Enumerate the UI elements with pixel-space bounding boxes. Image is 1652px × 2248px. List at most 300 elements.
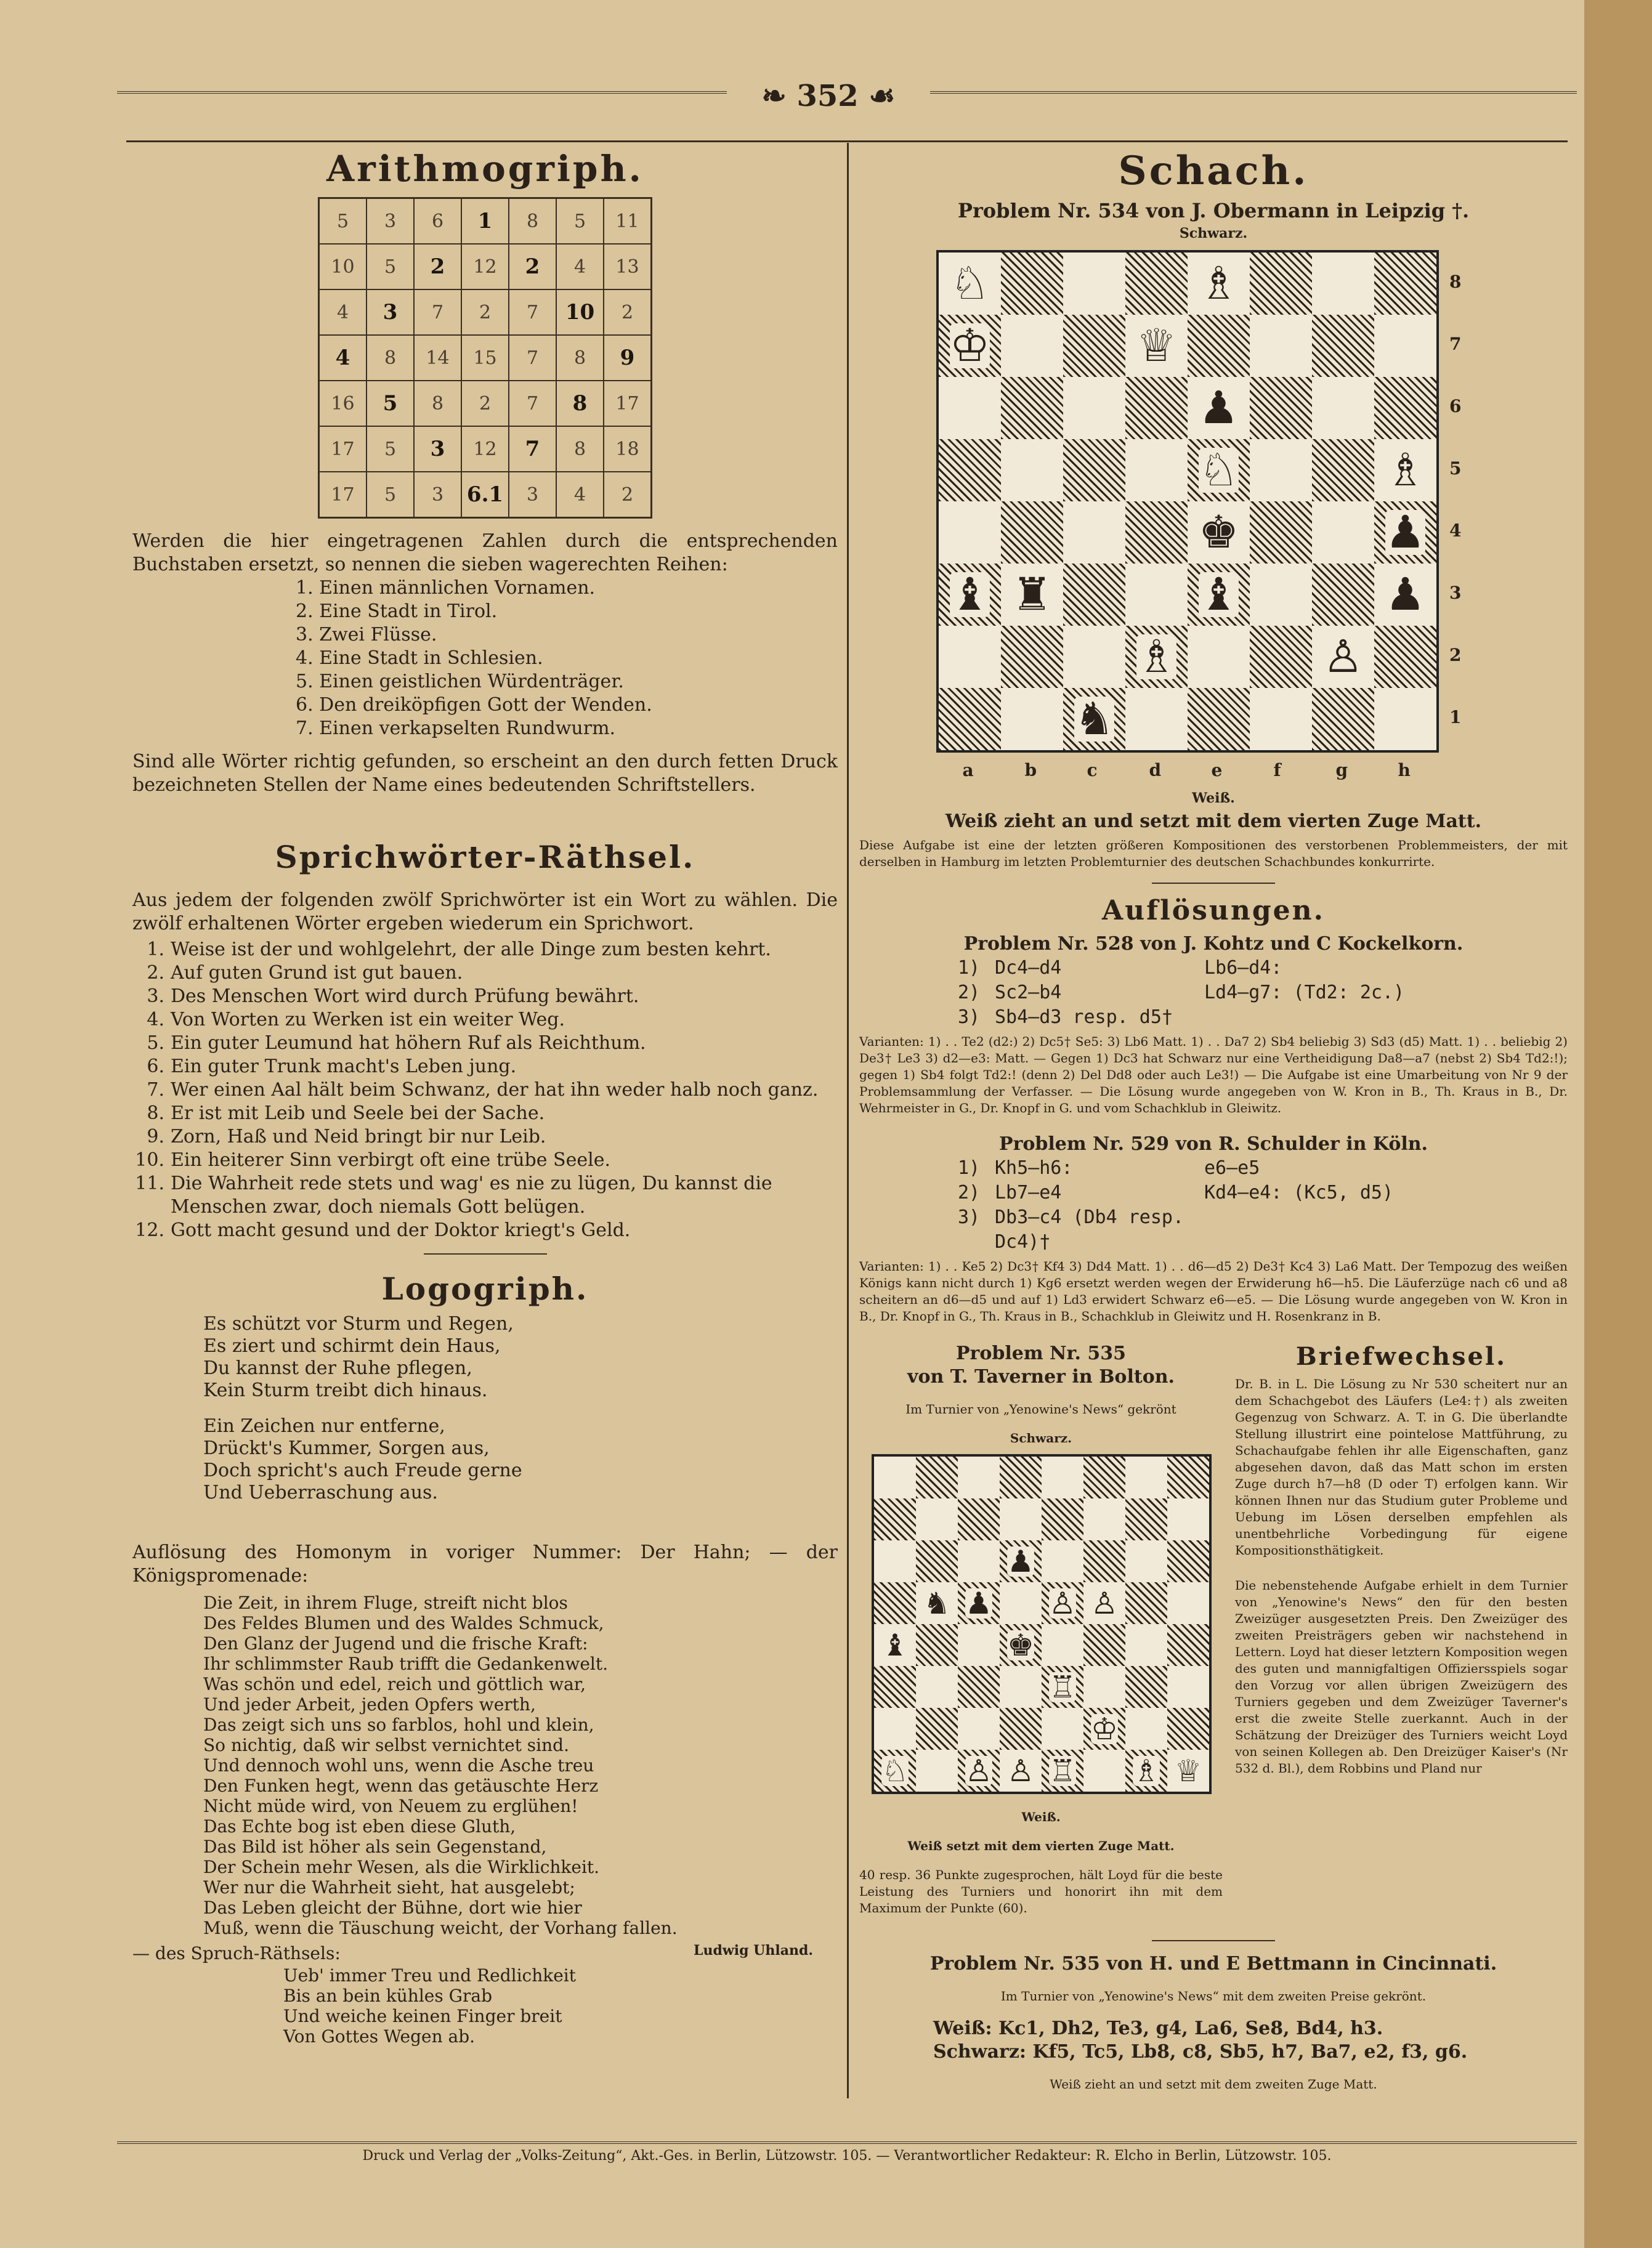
piece-glyph: ♗: [1198, 257, 1239, 310]
grid-cell: 2: [461, 289, 509, 335]
board-square: [1063, 377, 1125, 439]
move-cell: [1204, 1205, 1475, 1255]
chess-piece-icon: [1083, 1708, 1125, 1750]
arithmogriph-intro: Werden die hier eingetragenen Zahlen durch die entsprechenden Buchstaben ersetzt, so nennen die sieben wagerechten Reihen:: [132, 530, 838, 575]
grid-cell: 7: [509, 381, 556, 426]
grid-cell: 18: [604, 426, 652, 472]
grid-cell: 5: [366, 381, 414, 426]
solution-528-heading: Problem Nr. 528 von J. Kohtz und C Kockelkorn.: [963, 933, 1464, 955]
problem-535-heading-1: Problem Nr. 535: [955, 1343, 1126, 1364]
grid-cell: 2: [604, 472, 652, 518]
poem-author: Ludwig Uhland.: [693, 1943, 813, 1959]
board-square: [916, 1750, 958, 1792]
board-square: [1000, 1582, 1042, 1624]
board-square: [916, 1540, 958, 1582]
briefwechsel-text-1: Dr. B. in L. Die Lösung zu Nr 530 scheitert nur an dem Schachgebot des Läufers (Le4:†) als zweiten Gegenzug von Schwarz. A. T. in G. Die überlandte Stellung illustrirt eine pointelose Mattführung, zu Schachaufgabe fehlen ihr alle Eigenschaften, ganz abgesehen davon, daß das Matt schon im ersten Zuge durch h7—h8 (D oder T) erfolgen kann. Wir können Ihnen nur das Studium guter Probleme und Uebung im Lösen derselben empfehlen als unentbehrliche Vorbedingung für eigene Kompositionsthätigkeit.: [1235, 1377, 1568, 1558]
board-square: [939, 439, 1001, 501]
piece-glyph: ♞: [923, 1585, 950, 1621]
homonym-solution-poem: [203, 1593, 838, 1938]
grid-cell: 8: [556, 335, 604, 381]
board-square: [1000, 1498, 1042, 1540]
piece-glyph: ♘: [949, 257, 990, 310]
board-square: [1125, 1666, 1167, 1708]
grid-cell: 7: [509, 335, 556, 381]
poem-line: Kein Sturm treibt dich hinaus.: [203, 1380, 488, 1401]
poem-line: Muß, wenn die Täuschung weicht, der Vorhang fallen.: [203, 1918, 678, 1938]
piece-glyph: ♟: [965, 1585, 992, 1621]
grid-cell: 8: [556, 426, 604, 472]
chess-piece-icon: [1188, 253, 1250, 315]
piece-glyph: ♗: [1136, 631, 1177, 683]
board-square: [1167, 1582, 1209, 1624]
list-item: [132, 1032, 838, 1055]
grid-cell: 2: [604, 289, 652, 335]
grid-cell: 14: [414, 335, 461, 381]
chess-piece-icon: [1063, 688, 1125, 750]
chess-piece-icon: [1042, 1750, 1083, 1792]
item-text: Die Wahrheit rede stets und wag' es nie zu lügen, Du kannst die Menschen zwar, doch niemals Gott belügen.: [171, 1173, 772, 1218]
poem-line: Es ziert und schirmt dein Haus,: [203, 1335, 501, 1357]
column-separator: [847, 143, 849, 2098]
chess-piece-icon: [1042, 1582, 1083, 1624]
grid-cell: 5: [556, 198, 604, 245]
section-divider: [1152, 883, 1275, 884]
grid-cell: 17: [319, 426, 367, 472]
board-square: [1001, 626, 1063, 688]
poem-line: Den Glanz der Jugend und die frische Kraft:: [203, 1633, 588, 1654]
piece-glyph: ♙: [1091, 1585, 1118, 1621]
rank-label: 6: [1449, 395, 1462, 416]
poem-line: Das zeigt sich uns so farblos, hohl und klein,: [203, 1715, 594, 1735]
problem-535-white-label: Weiß.: [1021, 1809, 1061, 1824]
grid-cell: 5: [319, 198, 367, 245]
piece-glyph: ♟: [1007, 1543, 1034, 1579]
move-cell: [1204, 1005, 1475, 1030]
piece-glyph: ♟: [1385, 568, 1426, 621]
grid-cell: 3: [509, 472, 556, 518]
chess-piece-icon: [1188, 377, 1250, 439]
problem-535b-task: Weiß zieht an und setzt mit dem zweiten Zuge Matt.: [1050, 2077, 1377, 2092]
grid-row: [319, 289, 652, 335]
board-square: [1312, 253, 1374, 315]
poem-line: Doch spricht's auch Freude gerne: [203, 1460, 522, 1481]
sprichwort-intro: Aus jedem der folgenden zwölf Sprichwörter ist ein Wort zu wählen. Die zwölf erhaltenen Wörter ergeben wiederum ein Sprichwort.: [132, 889, 838, 934]
board-square: [1001, 688, 1063, 750]
file-label: g: [1335, 760, 1348, 780]
grid-cell: 16: [319, 381, 367, 426]
problem-534-white-label: Weiß.: [1192, 790, 1235, 806]
board-square: [1000, 1666, 1042, 1708]
solution-529-moves: [958, 1156, 1568, 1255]
problem-535-award: Im Turnier von „Yenowine's News“ gekrönt: [905, 1402, 1176, 1417]
chess-piece-icon: [1374, 501, 1436, 564]
arithmogriph-title: Arithmogriph.: [326, 148, 644, 190]
poem-line: Den Funken hegt, wenn das getäuschte Herz: [203, 1776, 599, 1796]
item-text: Ein heiterer Sinn verbirgt oft eine trübe Seele.: [171, 1149, 610, 1171]
logogriph-title: Logogriph.: [381, 1271, 589, 1307]
problem-535-task: Weiß setzt mit dem vierten Zuge Matt.: [907, 1838, 1175, 1853]
right-column: [859, 148, 1568, 2105]
chess-piece-icon: [1000, 1540, 1042, 1582]
grid-cell: 4: [556, 472, 604, 518]
poem-line: Bis an bein kühles Grab: [283, 1986, 493, 2006]
rank-label: 7: [1449, 333, 1462, 354]
piece-glyph: ♙: [1007, 1753, 1034, 1789]
homonym-solution-intro: Auflösung des Homonym in voriger Nummer: Der Hahn; — der Königspromenade:: [132, 1542, 838, 1587]
board-square: [1001, 315, 1063, 377]
list-item: [132, 938, 838, 961]
piece-glyph: ♝: [881, 1627, 909, 1663]
grid-cell: 3: [366, 198, 414, 245]
rank-label: 2: [1449, 644, 1462, 665]
board-square: [1250, 377, 1312, 439]
grid-cell: 12: [461, 244, 509, 289]
item-number: 6.: [147, 1056, 164, 1077]
move-cell: 3): [958, 1207, 981, 1228]
board-square: [958, 1457, 1000, 1498]
poem-line: Das Leben gleicht der Bühne, dort wie hier: [203, 1898, 582, 1918]
grid-cell: 5: [366, 472, 414, 518]
board-square: [958, 1666, 1000, 1708]
arithmogriph-list: [296, 576, 838, 740]
board-square: [1374, 253, 1436, 315]
item-text: Ein guter Leumund hat höhern Ruf als Reichthum.: [171, 1032, 646, 1054]
move-cell: Db3—c4 (Db4 resp. Dc4)†: [995, 1207, 1184, 1253]
rank-label: 3: [1449, 582, 1462, 603]
poem-line: Und jeder Arbeit, jeden Opfers werth,: [203, 1694, 536, 1715]
chess-board: [872, 1454, 1212, 1794]
chess-piece-icon: [939, 253, 1001, 315]
chess-piece-icon: [1125, 626, 1188, 688]
file-label: e: [1211, 760, 1223, 780]
grid-cell: 9: [604, 335, 652, 381]
poem-line: Ueb' immer Treu und Redlichkeit: [283, 1965, 577, 1986]
logogriph-stanza-2: [203, 1415, 838, 1504]
board-square: [1083, 1750, 1125, 1792]
item-number: 11.: [135, 1173, 164, 1194]
poem-line: Das Bild ist höher als sein Gegenstand,: [203, 1837, 547, 1857]
sprichwort-list: [132, 938, 838, 1242]
grid-cell: 6: [414, 198, 461, 245]
board-square: [1042, 1624, 1083, 1666]
list-item: [132, 1008, 838, 1032]
chess-piece-icon: [1083, 1582, 1125, 1624]
section-divider: [1152, 1940, 1275, 1941]
board-square: [1125, 377, 1188, 439]
chess-piece-icon: [916, 1582, 958, 1624]
item-number: 5.: [147, 1032, 164, 1054]
board-square: [1250, 688, 1312, 750]
move-cell: Sc2—b4: [995, 982, 1062, 1003]
grid-cell: 17: [319, 472, 367, 518]
ornament-right-icon: ☙: [858, 79, 896, 113]
arithmogriph-grid: [318, 197, 652, 519]
item-text: Des Menschen Wort wird durch Prüfung bewährt.: [171, 985, 639, 1007]
grid-cell: 12: [461, 426, 509, 472]
chess-piece-icon: [1000, 1624, 1042, 1666]
poem-line: Und weiche keinen Finger breit: [283, 2006, 562, 2026]
board-square: [1125, 253, 1188, 315]
board-square: [916, 1498, 958, 1540]
chess-piece-icon: [1001, 564, 1063, 626]
poem-line: Die Zeit, in ihrem Fluge, streift nicht blos: [203, 1593, 568, 1613]
move-cell: Dc4—d4: [995, 957, 1062, 979]
piece-glyph: ♙: [1322, 631, 1364, 683]
board-square: [916, 1457, 958, 1498]
list-item: [132, 1149, 838, 1172]
poem-line: Und dennoch wohl uns, wenn die Asche treu: [203, 1755, 594, 1776]
piece-glyph: ♟: [1198, 382, 1239, 434]
board-square: [1312, 501, 1374, 564]
grid-cell: 6.1: [461, 472, 509, 518]
grid-cell: 8: [414, 381, 461, 426]
board-square: [1063, 564, 1125, 626]
item-number: 10.: [135, 1149, 164, 1171]
problem-535b-heading: Problem Nr. 535 von H. und E Bettmann in Cincinnati.: [929, 1953, 1497, 1975]
grid-cell: 3: [414, 426, 461, 472]
file-label: h: [1398, 760, 1411, 780]
footer-imprint: Druck und Verlag der „Volks-Zeitung“, Akt.-Ges. in Berlin, Lützowstr. 105. — Verantwortlicher Redakteur: R. Elcho in Berlin, Lützowstr. 105.: [362, 2148, 1332, 2164]
item-number: 12.: [135, 1219, 164, 1241]
item-text: Von Worten zu Werken ist ein weiter Weg.: [171, 1009, 565, 1030]
list-item: [132, 1102, 838, 1125]
board-square: [1167, 1540, 1209, 1582]
item-text: Auf guten Grund ist gut bauen.: [171, 962, 463, 984]
poem-line: Was schön und edel, reich und göttlich war,: [203, 1674, 586, 1694]
problem-535-board-area: [859, 1450, 1223, 1808]
board-square: [1063, 315, 1125, 377]
item-text: Ein guter Trunk macht's Leben jung.: [171, 1056, 517, 1077]
problem-534-note: Diese Aufgabe ist eine der letzten größeren Kompositionen des verstorbenen Problemmeisters, der mit derselben in Hamburg im letzten Problemturnier des deutschen Schachbundes konkurrirte.: [859, 838, 1568, 869]
board-square: [1125, 1498, 1167, 1540]
item-text: Er ist mit Leib und Seele bei der Sache.: [171, 1102, 545, 1124]
board-square: [939, 626, 1001, 688]
file-label: c: [1087, 760, 1098, 780]
board-square: [1250, 626, 1312, 688]
board-square: [916, 1624, 958, 1666]
board-square: [1063, 501, 1125, 564]
grid-cell: 8: [556, 381, 604, 426]
chess-piece-icon: [958, 1582, 1000, 1624]
grid-cell: 7: [509, 426, 556, 472]
board-square: [1250, 564, 1312, 626]
move-cell: Ld4—g7: (Td2: 2c.): [1204, 982, 1405, 1003]
item-number: 1.: [147, 939, 164, 960]
poem-line: Das Echte bog ist eben diese Gluth,: [203, 1816, 516, 1837]
ornament-left-icon: ❧: [761, 79, 797, 113]
grid-cell: 3: [366, 289, 414, 335]
item-number: 4.: [147, 1009, 164, 1030]
problem-534-heading: Problem Nr. 534 von J. Obermann in Leipzig †.: [957, 199, 1470, 222]
board-square: [874, 1666, 916, 1708]
board-square: [1167, 1498, 1209, 1540]
chess-piece-icon: [1188, 564, 1250, 626]
file-label: d: [1149, 760, 1162, 780]
list-item: 2. Eine Stadt in Tirol.: [296, 600, 498, 622]
board-square: [1042, 1498, 1083, 1540]
move-cell: Kd4—e4: (Kc5, d5): [1204, 1182, 1394, 1203]
move-cell: Lb6—d4:: [1204, 957, 1282, 979]
piece-glyph: ♗: [1133, 1753, 1160, 1789]
grid-cell: 10: [319, 244, 367, 289]
list-item: 1. Einen männlichen Vornamen.: [296, 577, 596, 599]
grid-row: [319, 335, 652, 381]
move-cell: Sb4—d3 resp. d5†: [995, 1006, 1173, 1028]
board-square: [1250, 501, 1312, 564]
grid-row: [319, 426, 652, 472]
list-item: [132, 1078, 838, 1102]
grid-cell: 2: [509, 244, 556, 289]
problem-534-black-label: Schwarz.: [1179, 225, 1248, 241]
poem-line: Und Ueberraschung aus.: [203, 1482, 438, 1503]
board-square: [1001, 377, 1063, 439]
item-text: Gott macht gesund und der Doktor kriegt's Geld.: [171, 1219, 631, 1241]
chess-piece-icon: [1374, 439, 1436, 501]
solution-528-variants: Varianten: 1) . . Te2 (d2:) 2) Dc5† Se5: 3) Lb6 Matt. 1) . . Da7 2) Sb4 beliebig 3) Sd3 (d5) Matt. 1) . . beliebig 2) De3† Le3 3) d2—e3: Matt. — Gegen 1) Dc3 hat Schwarz nur eine Vertheidigung Da8—a7 (nebst 2) Sb4 Td2:!); gegen 1) Sb4 folgt Td2:! (denn 2) Del Dd8 oder auch Le3!) — Die Aufgabe ist eine Umarbeitung von Nr 9 der Problemsammlung der Verfasser. — Die Lösung wurde angegeben von W. Kron in B., Th. Kraus in B., Dr. Wehrmeister in G., Dr. Knopf in G. und vom Schachklub in Gleiwitz.: [859, 1034, 1568, 1115]
piece-glyph: ♝: [1198, 568, 1239, 621]
list-item: [132, 1172, 838, 1219]
board-square: [1000, 1457, 1042, 1498]
board-square: [1083, 1457, 1125, 1498]
board-square: [1063, 626, 1125, 688]
item-text: Wer einen Aal hält beim Schwanz, der hat ihn weder halb noch ganz.: [171, 1079, 819, 1101]
list-item: 6. Den dreiköpfigen Gott der Wenden.: [296, 694, 652, 716]
poem-line: Der Schein mehr Wesen, als die Wirklichkeit.: [203, 1857, 600, 1877]
chess-piece-icon: [1374, 564, 1436, 626]
chess-piece-icon: [958, 1750, 1000, 1792]
poem-line: Nicht müde wird, von Neuem zu erglühen!: [203, 1796, 578, 1816]
arithmogriph-outro: Sind alle Wörter richtig gefunden, so erscheint an den durch fetten Druck bezeichneten Stellen der Name eines bedeutenden Schriftstellers.: [132, 751, 838, 796]
grid-cell: 4: [319, 335, 367, 381]
solution-528-moves: [958, 956, 1568, 1030]
piece-glyph: ♜: [1011, 568, 1053, 621]
board-square: [939, 688, 1001, 750]
board-square: [1042, 1708, 1083, 1750]
board-square: [1001, 439, 1063, 501]
grid-cell: 10: [556, 289, 604, 335]
grid-cell: 13: [604, 244, 652, 289]
list-item: 3. Zwei Flüsse.: [296, 624, 437, 645]
board-square: [1312, 315, 1374, 377]
grid-cell: 15: [461, 335, 509, 381]
item-number: 8.: [147, 1102, 164, 1124]
board-square: [958, 1708, 1000, 1750]
grid-cell: 2: [414, 244, 461, 289]
board-square: [874, 1582, 916, 1624]
grid-cell: 7: [509, 289, 556, 335]
chess-piece-icon: [874, 1624, 916, 1666]
aufloesungen-title: Auflösungen.: [1102, 895, 1325, 926]
piece-glyph: ♞: [1074, 693, 1115, 745]
board-square: [1063, 253, 1125, 315]
piece-glyph: ♚: [1198, 506, 1239, 559]
board-square: [1250, 315, 1312, 377]
board-square: [1250, 439, 1312, 501]
piece-glyph: ♕: [1136, 320, 1177, 372]
problem-535b-white: Weiß: Kc1, Dh2, Te3, g4, La6, Se8, Bd4, h3.: [933, 2018, 1383, 2039]
list-item: [132, 1219, 838, 1242]
grid-cell: 2: [461, 381, 509, 426]
problem-535-black-label: Schwarz.: [1010, 1431, 1072, 1445]
sprich-solution-label: — des Spruch-Räthsels:: [132, 1943, 341, 1963]
chess-piece-icon: [939, 315, 1001, 377]
grid-cell: 4: [319, 289, 367, 335]
move-cell: 1): [958, 957, 981, 979]
grid-row: [319, 472, 652, 518]
board-square: [939, 501, 1001, 564]
list-item: 4. Eine Stadt in Schlesien.: [296, 647, 543, 669]
chess-piece-icon: [1125, 315, 1188, 377]
board-square: [1167, 1708, 1209, 1750]
problem-535b-black: Schwarz: Kf5, Tc5, Lb8, c8, Sb5, h7, Ba7, e2, f3, g6.: [933, 2041, 1468, 2063]
board-square: [1250, 253, 1312, 315]
header-rule: [126, 140, 1568, 142]
board-square: [1125, 439, 1188, 501]
board-square: [1063, 439, 1125, 501]
grid-cell: 5: [366, 426, 414, 472]
list-item: 7. Einen verkapselten Rundwurm.: [296, 718, 616, 739]
move-cell: 2): [958, 1182, 981, 1203]
board-square: [1125, 688, 1188, 750]
rank-label: 1: [1449, 706, 1462, 727]
chess-piece-icon: [1188, 501, 1250, 564]
list-item: 5. Einen geistlichen Würdenträger.: [296, 671, 624, 692]
logogriph-stanza-1: [203, 1313, 838, 1402]
piece-glyph: ♖: [1049, 1753, 1076, 1789]
rank-label: 8: [1449, 271, 1462, 292]
sprichwort-title: Sprichwörter-Räthsel.: [275, 839, 695, 875]
piece-glyph: ♟: [1385, 506, 1426, 559]
grid-cell: 8: [509, 198, 556, 245]
chess-piece-icon: [1188, 439, 1250, 501]
briefwechsel-block: [1235, 1342, 1568, 1929]
move-cell: 2): [958, 982, 981, 1003]
grid-cell: 17: [604, 381, 652, 426]
grid-cell: 8: [366, 335, 414, 381]
item-number: 9.: [147, 1126, 164, 1147]
piece-glyph: ♖: [1049, 1669, 1076, 1705]
piece-glyph: ♘: [1198, 444, 1239, 496]
page-number: ❧ 352 ☙: [727, 79, 930, 113]
piece-glyph: ♗: [1385, 444, 1426, 496]
poem-line: So nichtig, daß wir selbst vernichtet sind.: [203, 1735, 569, 1755]
grid-row: [319, 381, 652, 426]
board-square: [1083, 1666, 1125, 1708]
board-square: [1374, 626, 1436, 688]
board-square: [1188, 626, 1250, 688]
poem-line: Es schützt vor Sturm und Regen,: [203, 1313, 514, 1335]
move-cell: Kh5—h6:: [995, 1157, 1073, 1179]
piece-glyph: ♔: [949, 320, 990, 372]
board-square: [1001, 501, 1063, 564]
chess-piece-icon: [939, 564, 1001, 626]
briefwechsel-title: Briefwechsel.: [1295, 1342, 1507, 1371]
poem-line: Des Feldes Blumen und des Waldes Schmuck,: [203, 1613, 604, 1633]
item-number: 2.: [147, 962, 164, 984]
problem-535-heading-2: von T. Taverner in Bolton.: [907, 1366, 1175, 1388]
grid-cell: 4: [556, 244, 604, 289]
board-square: [1312, 439, 1374, 501]
board-square: [1083, 1624, 1125, 1666]
grid-cell: 7: [414, 289, 461, 335]
rank-label: 5: [1449, 458, 1462, 479]
problem-535-block: [859, 1342, 1223, 1929]
board-square: [1188, 688, 1250, 750]
board-square: [1167, 1624, 1209, 1666]
problem-535b-award: Im Turnier von „Yenowine's News“ mit dem zweiten Preise gekrönt.: [1000, 1989, 1427, 2003]
chess-piece-icon: [1312, 626, 1374, 688]
file-label: a: [962, 760, 974, 780]
